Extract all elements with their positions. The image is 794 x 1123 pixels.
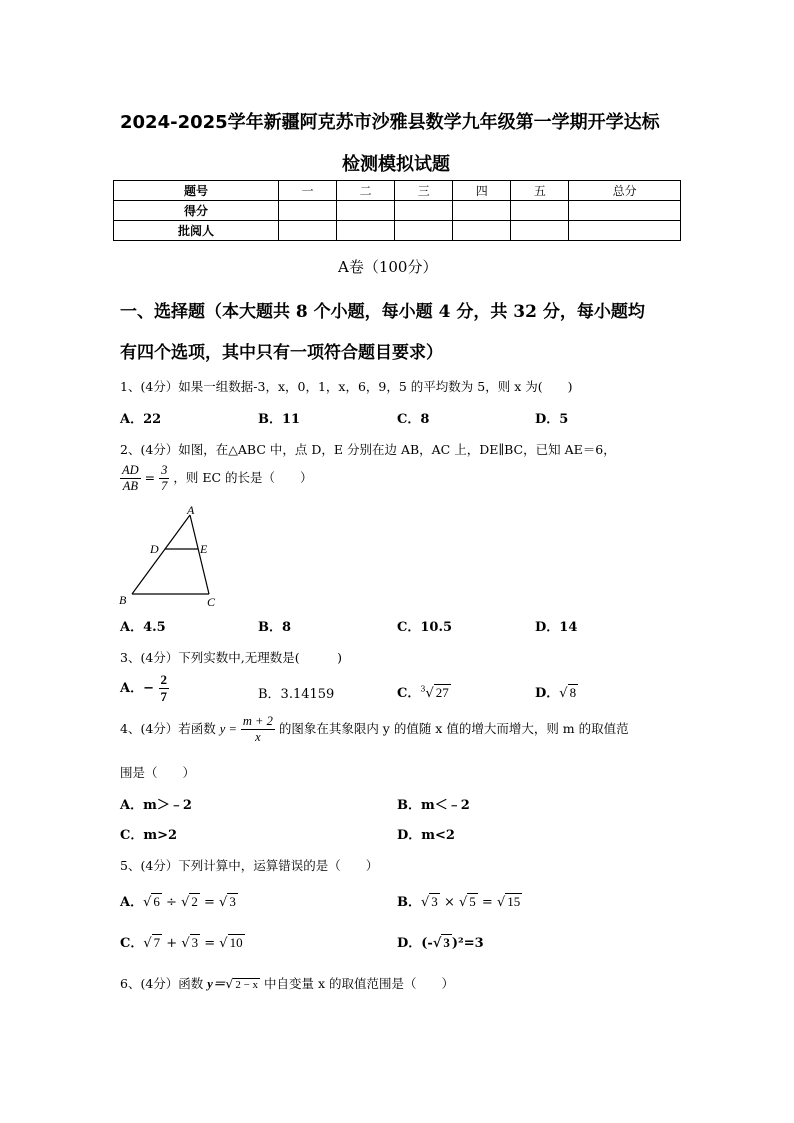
exam-title-line1: 2024-2025学年新疆阿克苏市沙雅县数学九年级第一学期开学达标 (120, 112, 660, 133)
ratio-value: $\frac{3}{7}$ (161, 463, 168, 493)
score-table-row (114, 201, 681, 221)
question-2-stem: 2、(4分）如图，在△ABC 中，点 D，E 分别在边 AB，AC 上，DE∥BC，已知 AE＝6， (120, 442, 616, 457)
section-heading-line2: 有四个选项，其中只有一项符合题目要求） (120, 343, 443, 363)
score-table-header-cell: 五 (511, 181, 569, 201)
vertex-label-b: B (119, 593, 127, 607)
score-cell[interactable] (511, 201, 569, 221)
ratio-ad-ab: $\frac{AD}{AB}$ (122, 463, 139, 493)
score-cell[interactable] (279, 201, 337, 221)
q3-option-c[interactable]: C．$^3$√ 27 (397, 684, 449, 701)
q3-option-a[interactable]: A．− $\frac{2}{7}$ (120, 672, 168, 704)
q4-option-a[interactable]: A．m＞﹣2 (120, 798, 192, 813)
question-6-stem: 6、(4分）函数 y＝√ 2 − x 中自变量 x 的取值范围是（ ） (120, 976, 455, 991)
score-cell[interactable] (453, 221, 511, 241)
question-4-stem-line2: 围是（ ） (120, 765, 196, 780)
q4-option-c[interactable]: C．m>2 (120, 828, 178, 843)
score-cell[interactable] (569, 221, 681, 241)
exam-title-line2: 检测模拟试题 (342, 154, 450, 175)
q2-option-c[interactable]: C．10.5 (397, 620, 453, 635)
triangle-figure (115, 502, 230, 610)
q5-option-c[interactable]: C．√ 7 + √ 3 = √ 10 (120, 935, 243, 951)
score-cell[interactable] (337, 221, 395, 241)
vertex-label-e: E (200, 542, 208, 556)
q2-option-b[interactable]: B．8 (258, 620, 292, 635)
score-table-row (114, 221, 681, 241)
score-table-header-cell: 二 (337, 181, 395, 201)
q2-option-a[interactable]: A．4.5 (120, 620, 166, 635)
q1-option-d[interactable]: D．5 (535, 412, 569, 427)
q3-option-d[interactable]: D．√ 8 (535, 685, 577, 701)
q5-option-a[interactable]: A．√ 6 ÷ √ 2 = √ 3 (120, 894, 236, 910)
score-cell[interactable] (569, 201, 681, 221)
score-table (113, 180, 681, 241)
volume-heading: A卷（100分） (338, 258, 438, 276)
question-1-stem: 1、(4分）如果一组数据-3，x，0，1，x，6，9，5 的平均数为 5，则 x 为( ) (120, 379, 573, 394)
score-cell[interactable] (395, 221, 453, 241)
q2-option-d[interactable]: D．14 (535, 620, 578, 635)
score-table-header-row (114, 181, 681, 201)
question-3-stem: 3、(4分）下列实数中,无理数是( ) (120, 650, 343, 665)
score-cell[interactable] (279, 221, 337, 241)
vertex-label-d: D (150, 542, 159, 556)
score-table-row-label: 得分 (114, 201, 279, 221)
score-cell[interactable] (337, 201, 395, 221)
score-table-header-cell: 三 (395, 181, 453, 201)
vertex-label-c: C (207, 595, 216, 609)
score-cell[interactable] (453, 201, 511, 221)
score-table-header-cell: 题号 (114, 181, 279, 201)
score-cell[interactable] (511, 221, 569, 241)
question-2-ratio: $\frac{AD}{AB}$ = $\frac{3}{7}$ ，则 EC 的长是（ ） (122, 463, 313, 493)
vertex-label-a: A (187, 503, 195, 517)
score-table-header-cell: 总分 (569, 181, 681, 201)
q1-option-a[interactable]: A．22 (120, 412, 162, 427)
q1-option-c[interactable]: C．8 (397, 412, 430, 427)
q5-option-d[interactable]: D．(-√ 3 )²=3 (397, 935, 484, 951)
q1-option-b[interactable]: B．11 (258, 412, 301, 427)
q5-option-b[interactable]: B．√ 3 × √ 5 = √ 15 (397, 894, 521, 910)
score-table-header-cell: 四 (453, 181, 511, 201)
question-4-stem: 4、(4分）若函数 y = $\frac{m + 2}{x}$ 的图象在其象限内 y 的值随 x 值的增大而增大，则 m 的取值范 (120, 714, 629, 744)
question-5-stem: 5、(4分）下列计算中，运算错误的是（ ） (120, 858, 379, 873)
q4-option-b[interactable]: B．m＜﹣2 (397, 798, 470, 813)
score-cell[interactable] (395, 201, 453, 221)
q3-option-b[interactable]: B．3.14159 (258, 687, 335, 702)
section-heading-line1: 一、选择题（本大题共 8 个小题，每小题 4 分，共 32 分，每小题均 (120, 302, 645, 322)
score-table-row-label: 批阅人 (114, 221, 279, 241)
q4-option-d[interactable]: D．m<2 (397, 828, 455, 843)
score-table-header-cell: 一 (279, 181, 337, 201)
